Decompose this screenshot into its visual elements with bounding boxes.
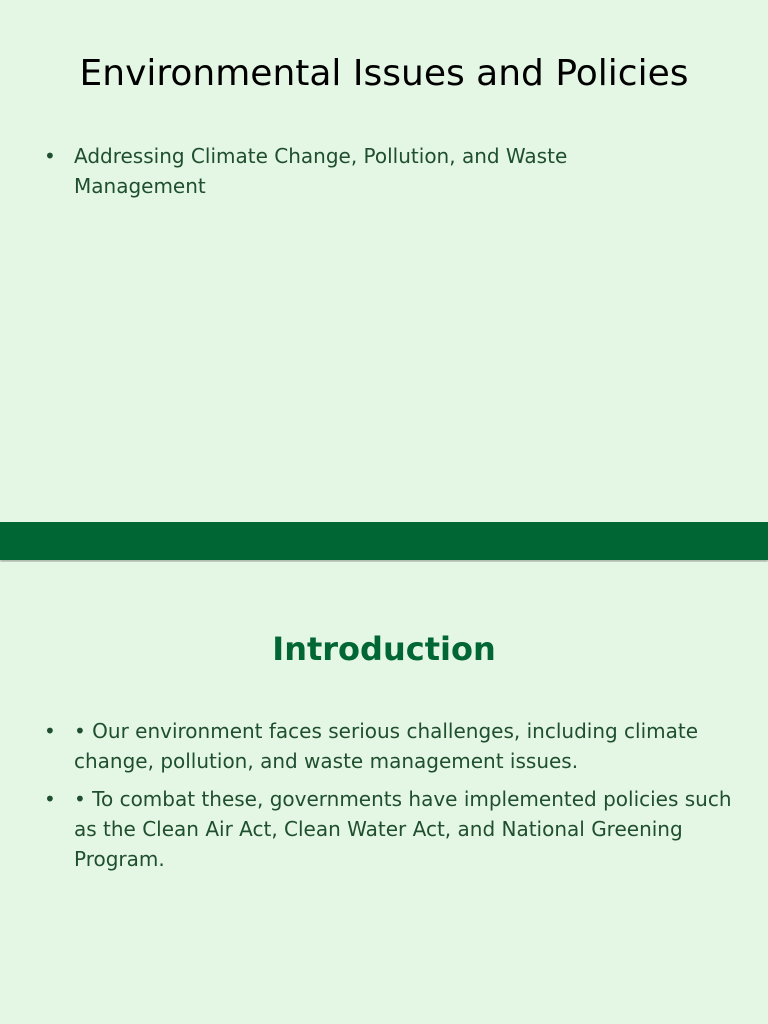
list-item: [44, 784, 734, 874]
slide-divider: [0, 522, 768, 560]
slide-1-title: Environmental Issues and Policies: [79, 53, 689, 94]
slide-2-title: Introduction: [272, 630, 496, 668]
list-item: [44, 716, 734, 776]
slide-introduction: [0, 562, 768, 1024]
bullet-text: • To combat these, governments have implemented policies such as the Clean Air Act, Clean Water Act, and National Greening Program.: [74, 787, 732, 871]
bullet-text: • Our environment faces serious challenges, including climate change, pollution, and waste management issues.: [74, 719, 699, 773]
slide-1-bullet-list: [44, 141, 644, 209]
list-item: [44, 141, 644, 201]
slide-2-bullet-list: [44, 716, 734, 882]
bullet-text: Addressing Climate Change, Pollution, and Waste Management: [74, 144, 568, 198]
bullet-icon: •: [44, 787, 56, 811]
bullet-icon: •: [44, 719, 56, 743]
bullet-icon: •: [44, 144, 56, 168]
